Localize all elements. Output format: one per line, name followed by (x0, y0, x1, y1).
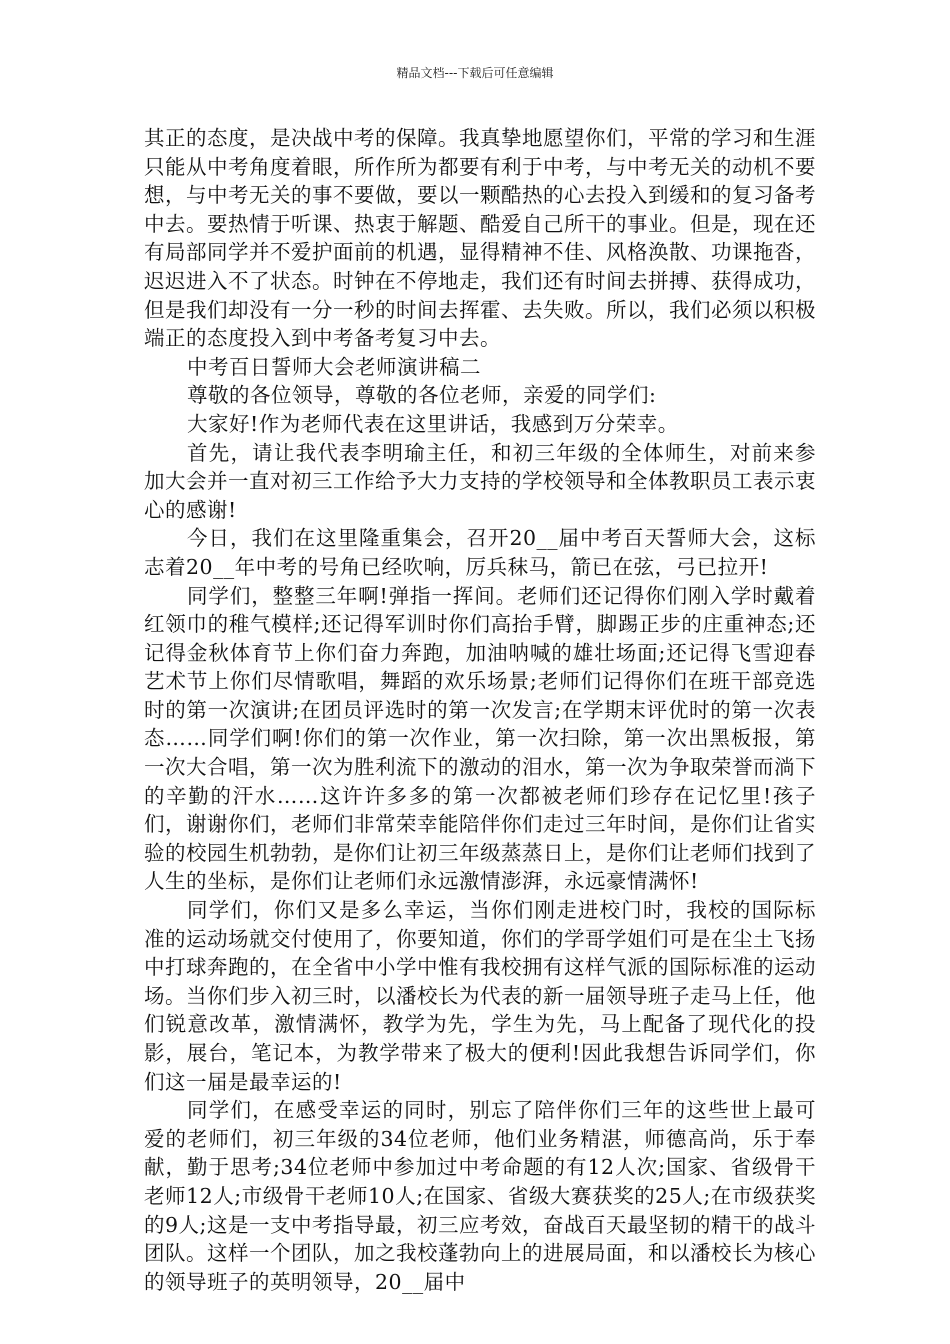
salutation: 尊敬的各位领导，尊敬的各位老师，亲爱的同学们: (187, 383, 657, 408)
section-title: 中考百日誓师大会老师演讲稿二 (187, 354, 482, 379)
paragraph: 其正的态度，是决战中考的保障。我真挚地愿望你们，平常的学习和生涯只能从中考角度着眼，所作所为都要有利于中考，与中考无关的动机不要想，与中考无关的事不要做，要以一颗酷热的心去投入到缓和的复习备考中去。要热情于听课、热衷于解题、酷爱自己所干的事业。但是，现在还有局部同学并不爱护面前的机遇，显得精神不佳、风格涣散、功课拖沓，迟迟进入不了状态。时钟在不停地走，我们还有时间去拼搏、获得成功，但是我们却没有一分一秒的时间去挥霍、去失败。所以，我们必须以积极端正的态度投入到中考备考复习中去。 (144, 126, 816, 351)
paragraph: 同学们，整整三年啊!弹指一挥间。老师们还记得你们刚入学时戴着红领巾的稚气模样;还记得军训时你们高抬手臂，脚踢正步的庄重神态;还记得金秋体育节上你们奋力奔跑，加油呐喊的雄壮场面;还记得飞雪迎春艺术节上你们尽情歌唱，舞蹈的欢乐场景;老师们记得你们在班干部竞选时的第一次演讲;在团员评选时的第一次发言;在学期末评优时的第一次表态……同学们啊!你们的第一次作业，第一次扫除，第一次出黑板报，第一次大合唱，第一次为胜利流下的激动的泪水，第一次为争取荣誉而淌下的辛勤的汗水……这许许多多的第一次都被老师们珍存在记忆里!孩子们，谢谢你们，老师们非常荣幸能陪伴你们走过三年时间，是你们让省实验的校园生机勃勃，是你们让初三年级蒸蒸日上，是你们让老师们找到了人生的坐标，是你们让老师们永远激情澎湃，永远豪情满怀! (144, 583, 816, 894)
paragraph: 同学们，在感受幸运的同时，别忘了陪伴你们三年的这些世上最可爱的老师们，初三年级的34位老师，他们业务精湛，师德高尚，乐于奉献，勤于思考;34位老师中参加过中考命题的有12人次;国家、省级骨干老师12人;市级骨干老师10人;在国家、省级大赛获奖的25人;在市级获奖的9人;这是一支中考指导最，初三应考效，奋战百天最坚韧的精干的战斗团队。这样一个团队，加之我校蓬勃向上的进展局面，和以潘校长为核心的领导班子的英明领导，20__届中 (144, 1098, 816, 1294)
paragraph: 首先，请让我代表李明瑜主任，和初三年级的全体师生，对前来参加大会并一直对初三工作给予大力支持的学校领导和全体教职员工表示衷心的感谢! (144, 440, 816, 522)
document-body (144, 124, 816, 1296)
paragraph: 今日，我们在这里隆重集会，召开20__届中考百天誓师大会，这标志着20__年中考的号角已经吹响，厉兵秣马，箭已在弦，弓已拉开! (144, 526, 816, 579)
paragraph: 大家好!作为老师代表在这里讲话，我感到万分荣幸。 (187, 411, 679, 436)
paragraph: 同学们，你们又是多么幸运，当你们刚走进校门时，我校的国际标准的运动场就交付使用了，你要知道，你们的学哥学姐们可是在尘土飞扬中打球奔跑的，在全省中小学中惟有我校拥有这样气派的国际标准的运动场。当你们步入初三时，以潘校长为代表的新一届领导班子走马上任，他们锐意改革，激情满怀，教学为先，学生为先，马上配备了现代化的投影，展台，笔记本，为教学带来了极大的便利!因此我想告诉同学们，你们这一届是最幸运的! (144, 898, 816, 1094)
page-header: 精品文档---下载后可任意编辑 (396, 66, 554, 80)
